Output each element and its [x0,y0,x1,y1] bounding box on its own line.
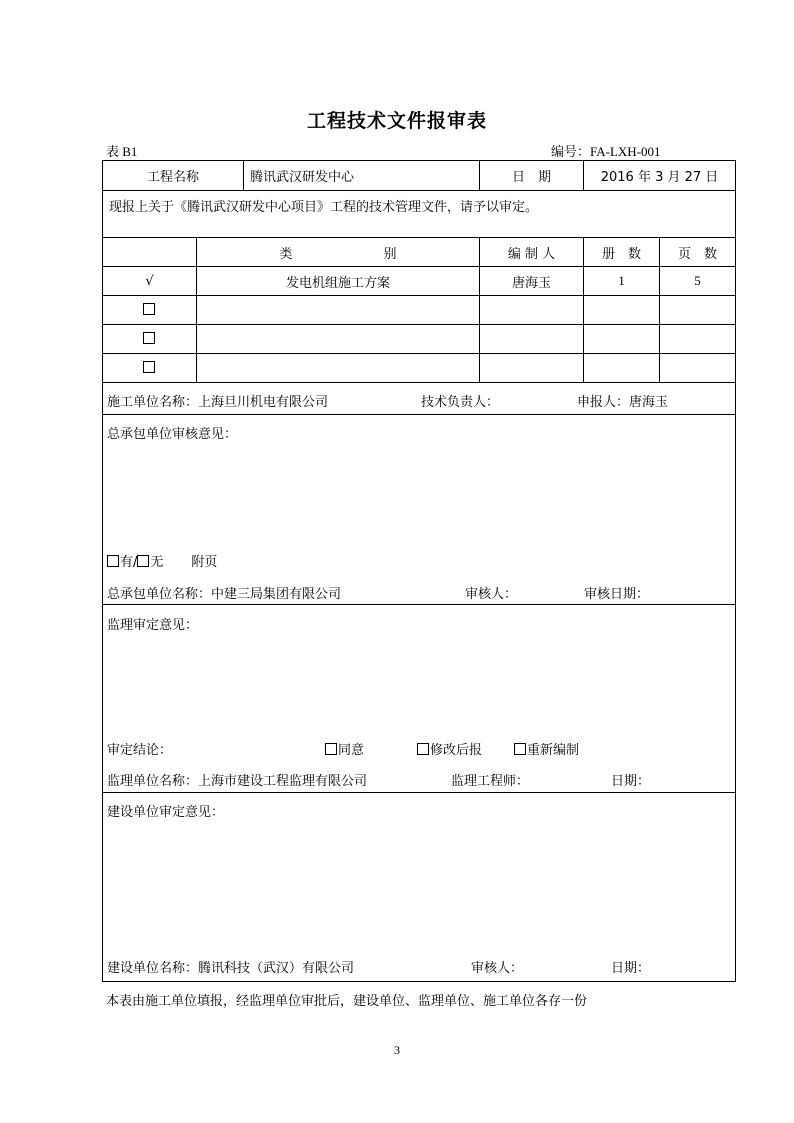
supervision-unit: 监理单位名称：上海市建设工程监理有限公司 [107,774,368,789]
pages-header: 页 数 [660,238,736,267]
review-form-table [102,160,736,982]
attachment-line [107,551,217,570]
revise-checkbox[interactable] [417,743,429,755]
volumes-cell [584,325,660,354]
table-row [103,296,736,325]
owner-unit: 建设单位名称：腾讯科技（武汉）有限公司 [107,961,355,976]
table-row [103,325,736,354]
pages-cell [660,325,736,354]
tech-lead-label: 技术负责人： [421,395,500,410]
agree-label: 同意 [338,743,365,758]
reporter-label: 申报人：唐海玉 [577,395,669,410]
contractor-unit: 施工单位名称：上海旦川机电有限公司 [107,395,329,410]
category-cell: 发电机组施工方案 [197,267,480,296]
revise-label: 修改后报 [430,743,483,758]
redo-label: 重新编制 [527,743,580,758]
supervision-section [103,605,736,793]
contractor-row [103,383,736,415]
pages-cell: 5 [660,267,736,296]
attach-no-label: 无 [150,555,164,570]
category-header: 类 别 [197,238,480,267]
attach-no-checkbox[interactable] [137,555,149,567]
project-name-value: 腾讯武汉研发中心 [244,161,480,191]
check-mark[interactable]: √ [103,267,197,296]
pages-cell [660,354,736,383]
author-header: 编 制 人 [480,238,584,267]
supervision-heading: 监理审定意见： [107,618,199,633]
volumes-cell [584,354,660,383]
owner-section [103,793,736,982]
gc-unit: 总承包单位名称：中建三局集团有限公司 [107,587,342,602]
table-row [103,267,736,296]
attach-yes-checkbox[interactable] [107,555,119,567]
attach-page-label: 附页 [191,555,218,570]
redo-checkbox[interactable] [514,743,526,755]
serial-number: 编号：FA-LXH-001 [551,144,661,159]
page-title: 工程技术文件报审表 [306,110,487,132]
category-cell [197,325,480,354]
gc-review-section [103,415,736,605]
checkbox[interactable] [143,332,155,344]
author-cell [480,354,584,383]
supervising-engineer-label: 监理工程师： [451,774,530,789]
owner-date-label: 日期： [611,961,651,976]
submission-text: 现报上关于《腾讯武汉研发中心项目》工程的技术管理文件，请予以审定。 [103,191,736,238]
option-revise[interactable] [417,739,482,758]
date-value: 2016 年 3 月 27 日 [584,161,736,191]
gc-review-date-label: 审核日期： [584,587,650,602]
author-cell [480,325,584,354]
gc-review-heading: 总承包单位审核意见： [107,427,238,442]
volumes-cell [584,296,660,325]
form-code: 表 B1 [106,144,138,159]
volumes-header: 册 数 [584,238,660,267]
pages-cell [660,296,736,325]
option-redo[interactable] [514,739,579,758]
project-name-label: 工程名称 [103,161,244,191]
checkbox[interactable] [143,303,155,315]
page-number: 3 [394,1043,400,1057]
attach-yes-label: 有/ [120,555,138,570]
author-cell [480,296,584,325]
check-header [103,238,197,267]
option-agree[interactable] [325,739,364,758]
owner-heading: 建设单位审定意见： [107,805,225,820]
date-label: 日 期 [480,161,584,191]
conclusion-label: 审定结论： [107,743,173,758]
volumes-cell: 1 [584,267,660,296]
gc-reviewer-label: 审核人： [465,587,518,602]
footer-note: 本表由施工单位填报，经监理单位审批后，建设单位、监理单位、施工单位各存一份 [106,994,588,1009]
owner-reviewer-label: 审核人： [471,961,524,976]
author-cell: 唐海玉 [480,267,584,296]
category-cell [197,354,480,383]
category-cell [197,296,480,325]
table-row [103,354,736,383]
checkbox[interactable] [143,361,155,373]
agree-checkbox[interactable] [325,743,337,755]
supervision-date-label: 日期： [611,774,651,789]
